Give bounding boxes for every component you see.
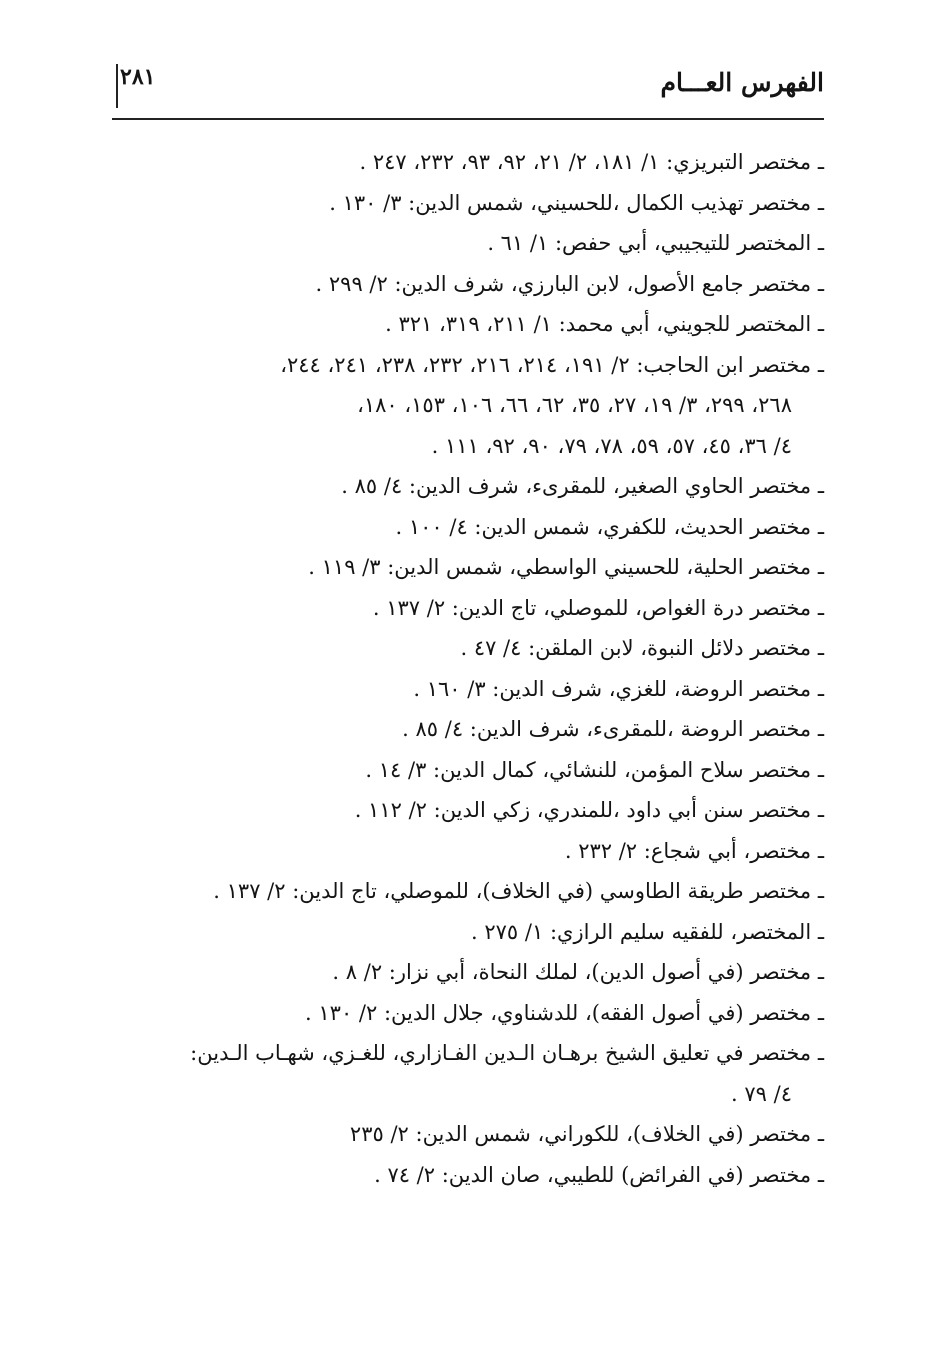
entry-line: ـ مختصر (في أصول الفقه)، للدشناوي، جلال الدين: ٢/ ١٣٠ . bbox=[305, 1000, 824, 1025]
page-number: ٢٨١ bbox=[120, 64, 156, 90]
index-entry bbox=[124, 709, 824, 750]
index-entry bbox=[124, 993, 824, 1034]
index-entry bbox=[124, 142, 824, 183]
index-entry bbox=[124, 588, 824, 629]
index-entry bbox=[124, 547, 824, 588]
entry-line: ـ المختصر، للفقيه سليم الرازي: ١/ ٢٧٥ . bbox=[471, 919, 824, 944]
index-entry bbox=[124, 1155, 824, 1196]
entry-line: ـ مختصر دلائل النبوة، لابن الملقن: ٤/ ٤٧ . bbox=[460, 636, 824, 660]
page-number-divider bbox=[116, 64, 118, 108]
entry-line: ـ مختصر الحاوي الصغير، للمقرىء، شرف الدين: ٤/ ٨٥ . bbox=[341, 474, 824, 498]
entry-continuation-line: ٤/ ٣٦، ٤٥، ٥٧، ٥٩، ٧٨، ٧٩، ٩٠، ٩٢، ١١١ . bbox=[431, 433, 792, 458]
entry-line: ـ مختصر، أبي شجاع: ٢/ ٢٣٢ . bbox=[564, 838, 824, 863]
index-entry bbox=[124, 750, 824, 791]
entry-line: ـ مختصر (في الخلاف)، للكوراني، شمس الدين: ٢/ ٢٣٥ bbox=[349, 1122, 824, 1146]
entry-line: ـ مختصر الروضة، للغزي، شرف الدين: ٣/ ١٦٠ . bbox=[413, 676, 824, 701]
entry-line: ـ مختصر الحلية، للحسيني الواسطي، شمس الدين: ٣/ ١١٩ . bbox=[308, 555, 824, 579]
page-header bbox=[112, 62, 824, 120]
index-entry bbox=[124, 1114, 824, 1155]
entry-continuation-line: ٤/ ٧٩ . bbox=[731, 1081, 792, 1106]
index-entry bbox=[124, 223, 824, 264]
entry-line: ـ مختصر الحديث، للكفري، شمس الدين: ٤/ ١٠٠ . bbox=[395, 514, 824, 539]
running-title: الفهرس العـــام bbox=[660, 68, 824, 97]
index-entry bbox=[124, 790, 824, 831]
index-entry bbox=[124, 345, 824, 467]
index-entry bbox=[124, 912, 824, 953]
entry-line: ـ مختصر الروضة ،للمقرىء، شرف الدين: ٤/ ٨٥ . bbox=[402, 717, 824, 741]
entry-line: ـ مختصر (في أصول الدين)، لملك النحاة، أبي نزار: ٢/ ٨ . bbox=[332, 960, 824, 984]
entry-line: ـ مختصر ابن الحاجب: ٢/ ١٩١، ٢١٤، ٢١٦، ٢٣٢، ٢٣٨، ٢٤١، ٢٤٤، bbox=[280, 352, 824, 377]
entry-line: ـ المختصر للتيجيبي، أبي حفص: ١/ ٦١ . bbox=[487, 231, 824, 255]
entry-line: ـ مختصر (في الفرائض) للطيبي، صان الدين: ٢/ ٧٤ . bbox=[374, 1162, 824, 1187]
index-entry bbox=[124, 831, 824, 872]
index-entry bbox=[124, 304, 824, 345]
entry-continuation-line: ٢٦٨، ٢٩٩، ٣/ ١٩، ٢٧، ٣٥، ٦٢، ٦٦، ١٠٦، ١٥٣، ١٨٠، bbox=[357, 393, 792, 417]
entry-line: ـ مختصر جامع الأصول، لابن البارزي، شرف الدين: ٢/ ٢٩٩ . bbox=[315, 271, 824, 296]
index-entry bbox=[124, 1033, 824, 1114]
index-entry bbox=[124, 466, 824, 507]
entry-line: ـ مختصر التبريزي: ١/ ١٨١، ٢/ ٢١، ٩٢، ٩٣، ٢٣٢، ٢٤٧ . bbox=[359, 150, 824, 174]
entry-line: ـ المختصر للجويني، أبي محمد: ١/ ٢١١، ٣١٩، ٣٢١ . bbox=[385, 312, 824, 336]
index-entry bbox=[124, 871, 824, 912]
index-entry bbox=[124, 628, 824, 669]
entry-line: ـ مختصر في تعليق الشيخ برهـان الـدين الفـازاري، للغـزي، شهـاب الـدين: bbox=[190, 1041, 824, 1065]
index-entry bbox=[124, 952, 824, 993]
index-entry bbox=[124, 183, 824, 224]
index-entry bbox=[124, 264, 824, 305]
index-entry bbox=[124, 669, 824, 710]
header-rule bbox=[112, 118, 824, 120]
entry-line: ـ مختصر درة الغواص، للموصلي، تاج الدين: ٢/ ١٣٧ . bbox=[372, 595, 824, 620]
entry-line: ـ مختصر تهذيب الكمال ،للحسيني، شمس الدين: ٣/ ١٣٠ . bbox=[329, 190, 824, 215]
entry-line: ـ مختصر سلاح المؤمن، للنشائي، كمال الدين: ٣/ ١٤ . bbox=[365, 757, 824, 782]
entry-line: ـ مختصر طريقة الطاوسي (في الخلاف)، للموصلي، تاج الدين: ٢/ ١٣٧ . bbox=[213, 879, 824, 903]
index-entry bbox=[124, 507, 824, 548]
index-entries bbox=[124, 142, 824, 1195]
entry-line: ـ مختصر سنن أبي داود ،للمندري، زكي الدين: ٢/ ١١٢ . bbox=[354, 798, 824, 822]
